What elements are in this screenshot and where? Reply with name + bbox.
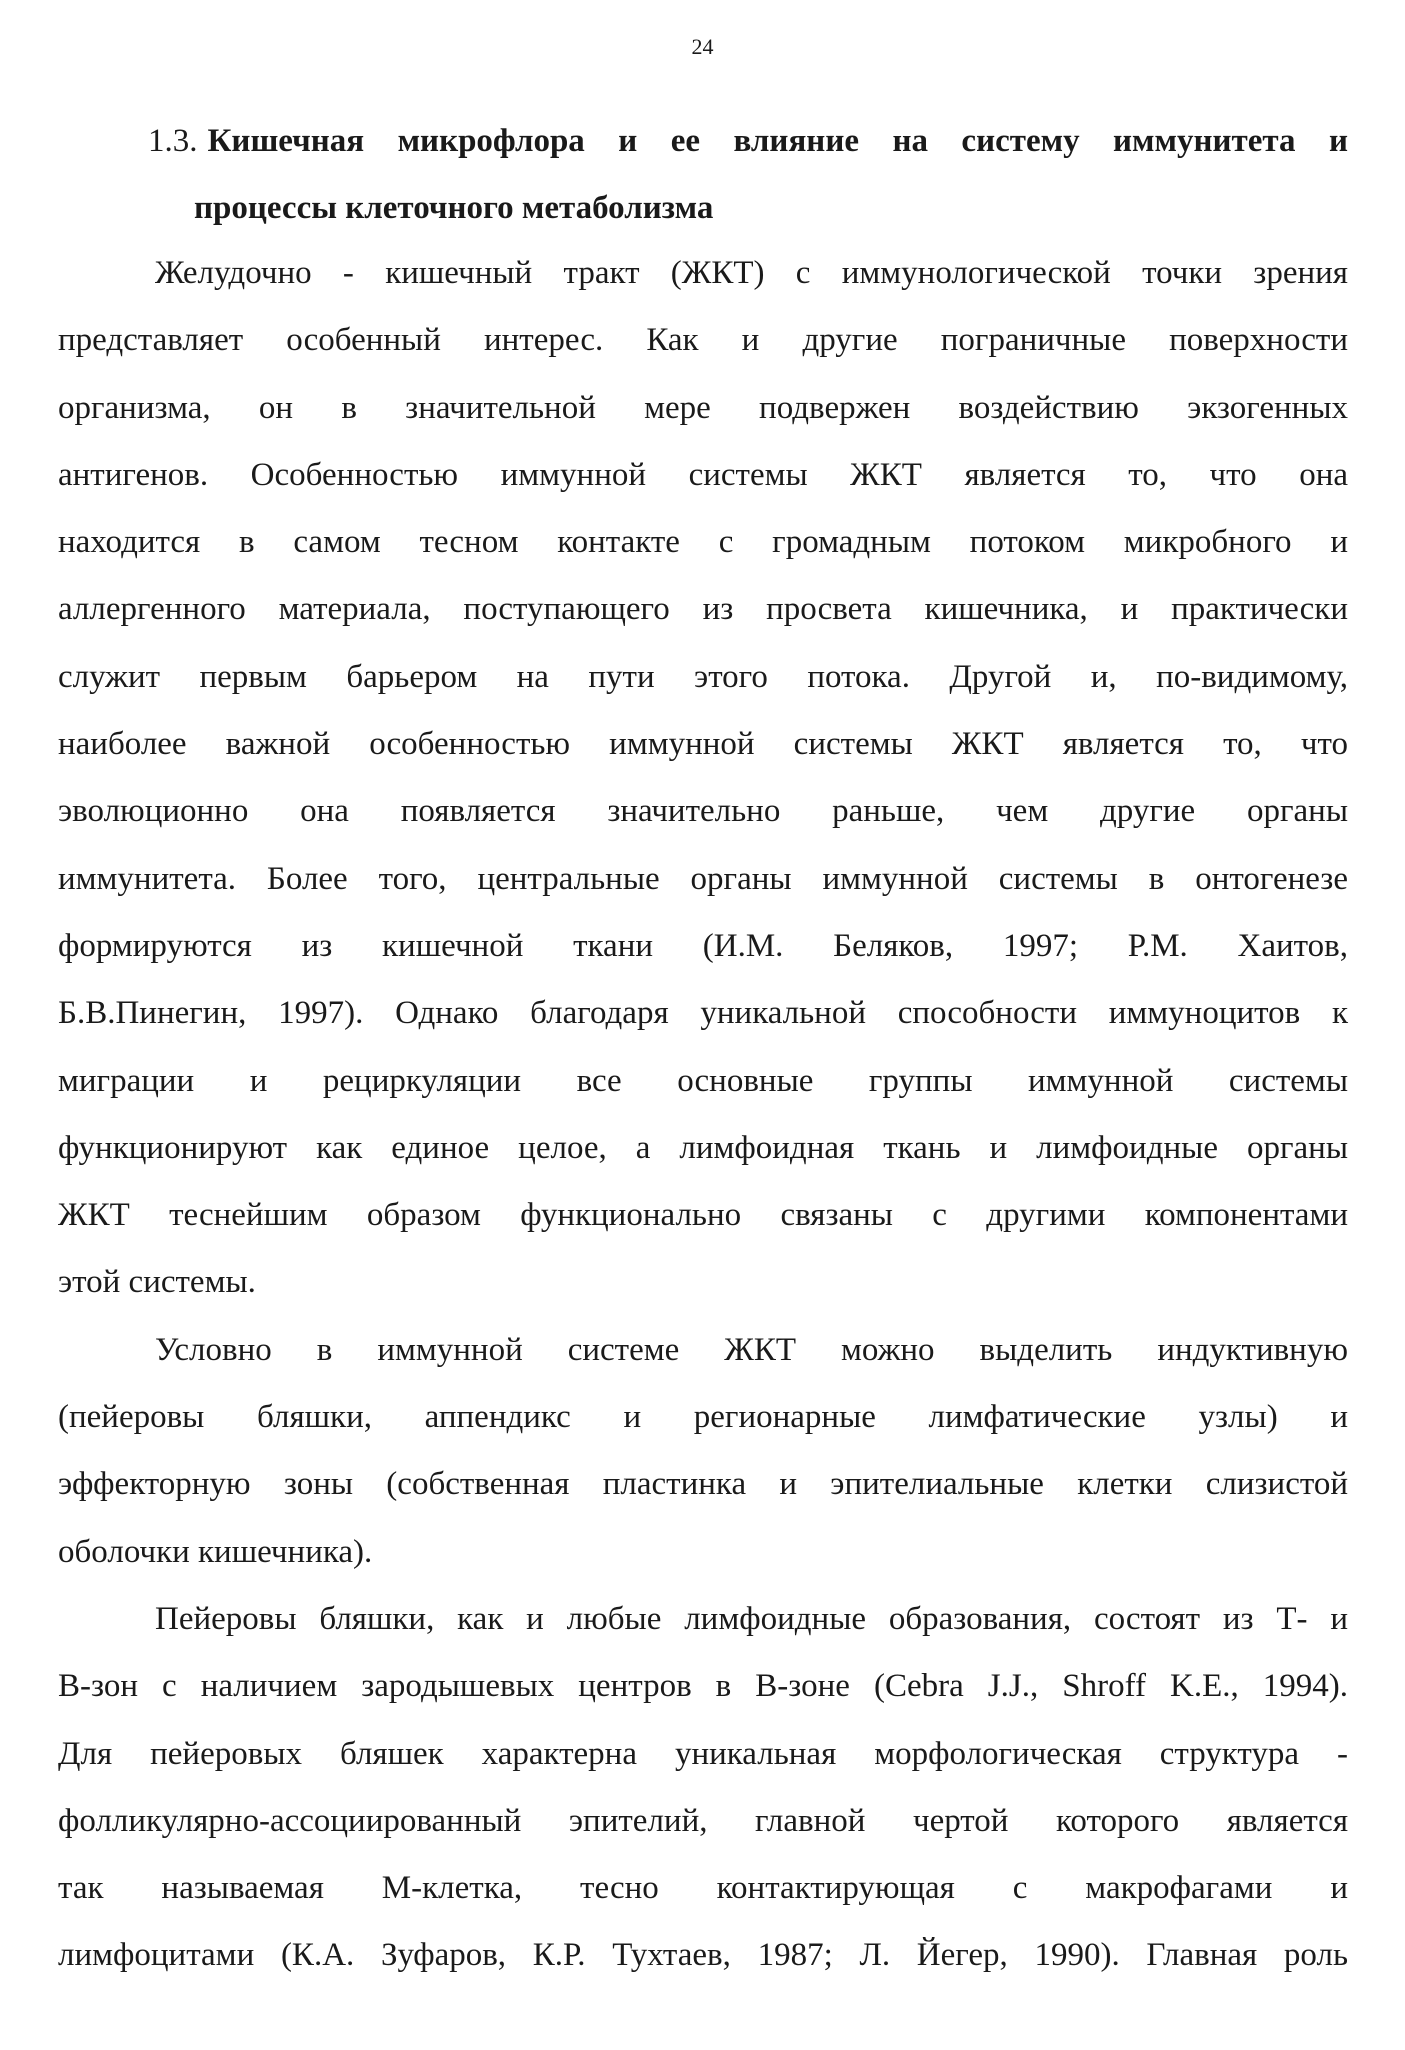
body-text [58, 240, 1348, 1990]
text-line: формируются из кишечной ткани (И.М. Беляков, 1997; Р.М. Хаитов, [58, 927, 1348, 964]
text-line: эволюционно она появляется значительно раньше, чем другие органы [58, 793, 1348, 830]
paragraph-peyer-patches [58, 1586, 1348, 1990]
section-title-part-1: Кишечная микрофлора и ее влияние на систему иммунитета и [207, 123, 1348, 159]
text-line: лимфоцитами (К.А. Зуфаров, К.Р. Тухтаев, 1987; Л. Йегер, 1990). Главная роль [58, 1937, 1348, 1974]
text-line: наиболее важной особенностью иммунной системы ЖКТ является то, что [58, 726, 1348, 763]
text-line: Пейеровы бляшки, как и любые лимфоидные образования, состоят из Т- и [155, 1600, 1348, 1637]
text-line: оболочки кишечника). [58, 1533, 373, 1570]
text-line: Желудочно - кишечный тракт (ЖКТ) с иммунологической точки зрения [155, 255, 1348, 291]
page-number: 24 [691, 34, 714, 59]
text-line: находится в самом тесном контакте с громадным потоком микробного и [58, 524, 1348, 561]
text-line: Условно в иммунной системе ЖКТ можно выделить индуктивную [155, 1331, 1348, 1368]
text-line: антигенов. Особенностью иммунной системы ЖКТ является то, что она [58, 456, 1348, 493]
paragraph-immune-system [58, 240, 1348, 1317]
text-line: иммунитета. Более того, центральные органы иммунной системы в онтогенезе [58, 860, 1348, 897]
text-line: Б.В.Пинегин, 1997). Однако благодаря уникальной способности иммуноцитов к [58, 995, 1348, 1032]
text-line: организма, он в значительной мере подвержен воздействию экзогенных [58, 389, 1348, 426]
text-line: ЖКТ теснейшим образом функционально связаны с другими компонентами [58, 1197, 1348, 1234]
text-line: этой системы. [58, 1264, 256, 1301]
section-number: 1.3. [148, 123, 198, 159]
text-line: служит первым барьером на пути этого потока. Другой и, по-видимому, [58, 658, 1348, 695]
text-line: (пейеровы бляшки, аппендикс и регионарные лимфатические узлы) и [58, 1399, 1348, 1436]
text-line: так называемая М-клетка, тесно контактирующая с макрофагами и [58, 1870, 1348, 1907]
paragraph-zones [58, 1317, 1348, 1586]
text-line: эффекторную зоны (собственная пластинка и эпителиальные клетки слизистой [58, 1466, 1348, 1503]
section-heading [0, 108, 1405, 242]
section-heading-line-1 [148, 108, 1348, 175]
text-line: фолликулярно-ассоциированный эпителий, главной чертой которого является [58, 1802, 1348, 1839]
section-title-part-2: процессы клеточного метаболизма [194, 190, 714, 226]
text-line: представляет особенный интерес. Как и другие пограничные поверхности [58, 322, 1348, 359]
section-heading-line-2 [194, 175, 1294, 242]
text-line: аллергенного материала, поступающего из просвета кишечника, и практически [58, 591, 1348, 628]
text-line: Для пейеровых бляшек характерна уникальная морфологическая структура - [58, 1735, 1348, 1772]
text-line: миграции и рециркуляции все основные группы иммунной системы [58, 1062, 1348, 1099]
text-line: В-зон с наличием зародышевых центров в В-зоне (Cebra J.J., Shroff K.E., 1994). [58, 1668, 1348, 1705]
text-line: функционируют как единое целое, а лимфоидная ткань и лимфоидные органы [58, 1129, 1348, 1166]
